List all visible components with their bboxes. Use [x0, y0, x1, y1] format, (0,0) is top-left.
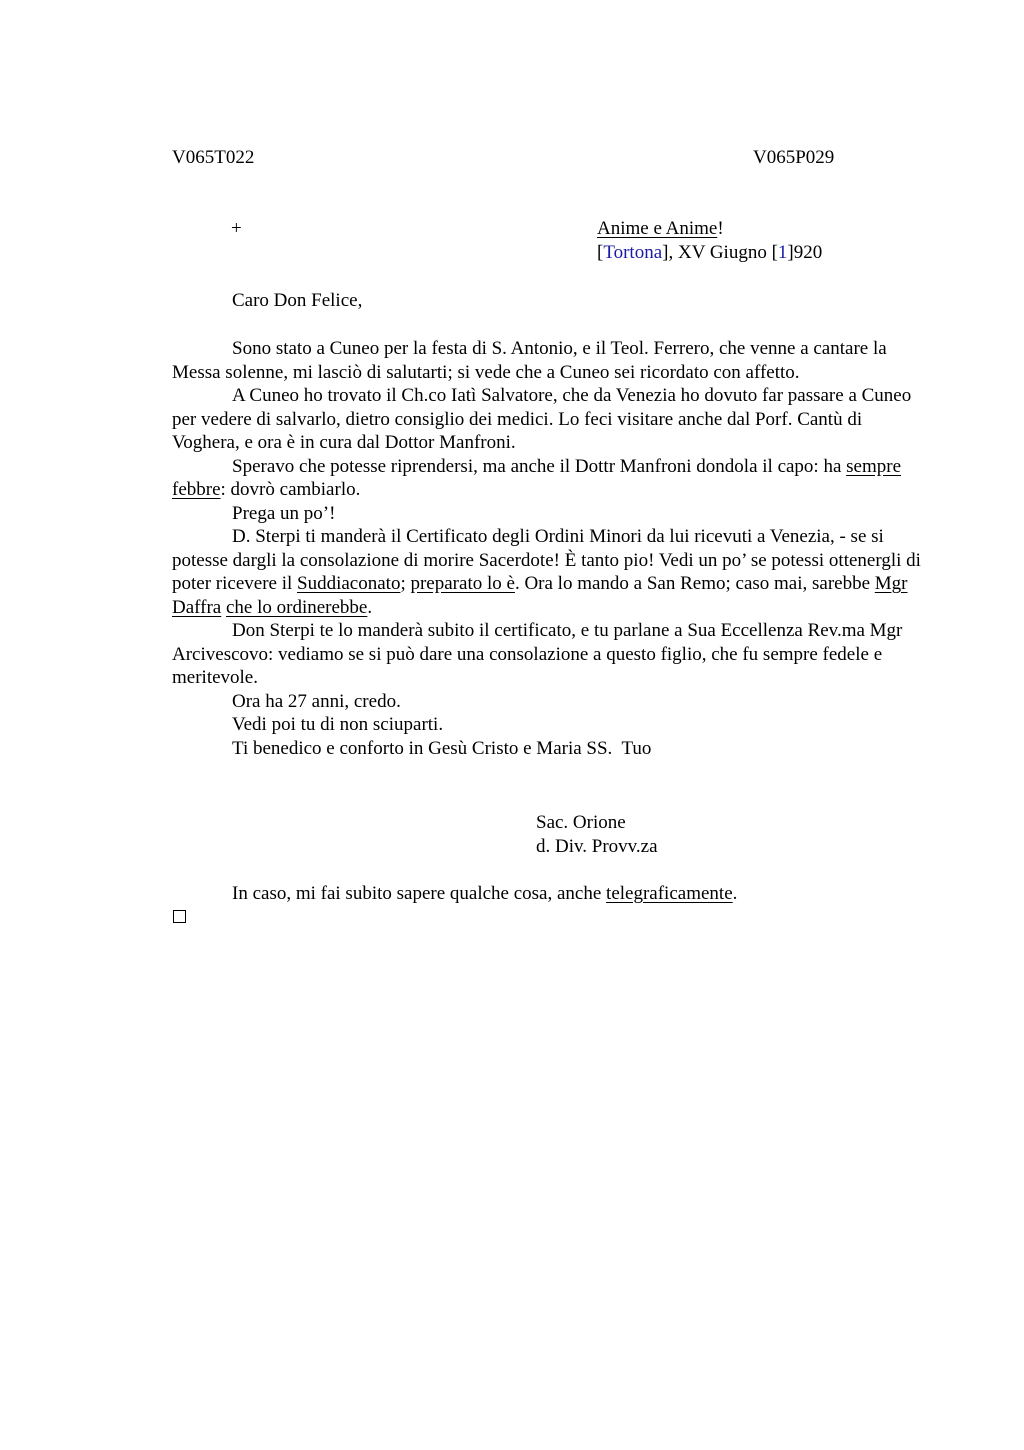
paragraph-7: Ora ha 27 anni, credo.: [232, 690, 401, 712]
place-date: [597, 241, 822, 265]
paragraph-6: Don Sterpi te lo manderà subito il certificato, e tu parlane a Sua Eccellenza Rev.ma Mgr Arcivescovo: vediamo se si può dare una consolazione a questo figlio, che fu sempre fedele e meritevole.: [172, 620, 903, 688]
document-code-left: V065T022: [172, 147, 255, 168]
paragraph-3-end: : dovrò cambiarlo.: [220, 479, 361, 500]
letter-body: [172, 337, 932, 760]
motto-text: Anime e Anime: [597, 218, 718, 239]
paragraph-3: [172, 455, 932, 502]
paragraph-4: Prega un po’!: [232, 502, 336, 524]
paragraph-5: [172, 525, 932, 619]
motto: [597, 217, 724, 241]
underlined-ordinerebbe: che lo ordinerebbe: [225, 596, 368, 618]
paragraph-2: A Cuneo ho trovato il Ch.co Iatì Salvatore, che da Venezia ho dovuto far passare a Cuneo per vedere di salvarlo, dietro consiglio dei medici. Lo feci visitare anche dal Porf. Cantù di Voghera, e ora è in cura dal Dottor Manfroni.: [172, 385, 912, 453]
signature-name: Sac. Orione: [536, 812, 626, 833]
salutation: Caro Don Felice,: [232, 290, 363, 311]
underlined-telegraficamente: telegraficamente: [606, 883, 733, 904]
year-rest: ]920: [787, 242, 823, 263]
paragraph-5-middle: . Ora lo mando a San Remo; caso mai, sarebbe: [514, 573, 875, 594]
paragraph-5-end: .: [367, 596, 373, 618]
signature-title: d. Div. Provv.za: [536, 836, 658, 857]
underlined-sempre: sempre: [846, 455, 902, 477]
postscript: [232, 882, 737, 906]
separator: ;: [400, 573, 411, 594]
paragraph-5-text: D. Sterpi ti manderà il Certificato degli Ordini Minori da lui ricevuti a Venezia, - se si potesse dargli la consolazione di morire Sacerdote! È tanto pio! Vedi un po’ se potessi ottenergli di poter ricevere il: [172, 526, 921, 594]
year-digit: 1: [777, 242, 788, 263]
document-code-right: V065P029: [753, 147, 835, 168]
postscript-end: .: [732, 883, 738, 904]
underlined-suddiaconato: Suddiaconato: [297, 573, 401, 594]
place-name: Tortona: [603, 242, 663, 263]
date-middle: ], XV Giugno [: [662, 242, 778, 263]
paragraph-3-text: Speravo che potesse riprendersi, ma anche il Dottr Manfroni dondola il capo: ha: [232, 455, 847, 477]
underlined-preparato: preparato lo è: [410, 573, 515, 594]
signature: [536, 811, 658, 859]
underlined-mgr-daffra: Mgr Daffra: [172, 573, 908, 618]
end-square-icon: [173, 910, 186, 923]
paragraph-8: Vedi poi tu di non sciuparti.: [232, 714, 444, 735]
paragraph-9: Ti benedico e conforto in Gesù Cristo e Maria SS. Tuo: [232, 737, 652, 759]
bracket-open: [: [597, 242, 604, 263]
motto-exclamation: !: [717, 218, 724, 239]
cross-symbol: +: [231, 218, 242, 239]
postscript-text: In caso, mi fai subito sapere qualche cosa, anche: [232, 883, 607, 904]
paragraph-1: Sono stato a Cuneo per la festa di S. Antonio, e il Teol. Ferrero, che venne a cantare la Messa solenne, mi lasciò di salutarti; si vede che a Cuneo sei ricordato con affetto.: [172, 338, 887, 383]
underlined-febbre: febbre: [172, 479, 221, 500]
